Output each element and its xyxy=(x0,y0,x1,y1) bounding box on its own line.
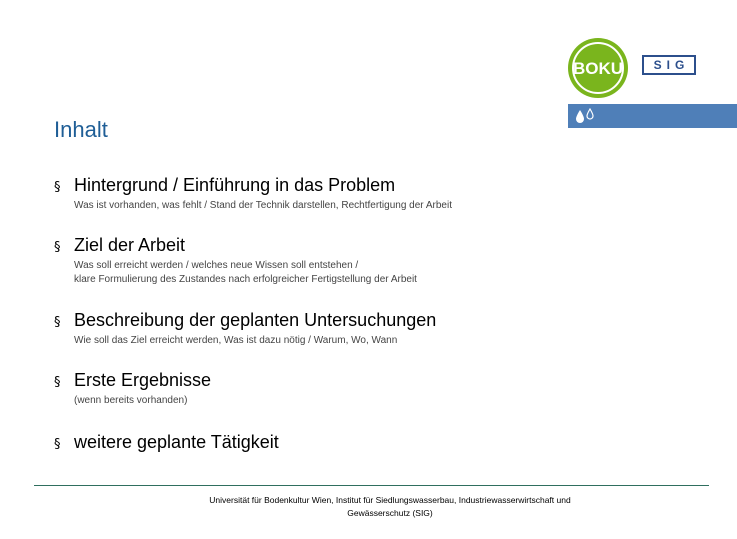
item-description-line: Was soll erreicht werden / welches neue Wissen soll entstehen / xyxy=(74,260,359,271)
boku-logo xyxy=(566,36,630,100)
list-item xyxy=(54,310,436,348)
item-heading: weitere geplante Tätigkeit xyxy=(74,432,279,452)
item-description-line: Was ist vorhanden, was fehlt / Stand der Technik darstellen, Rechtfertigung der Arbeit xyxy=(74,200,452,211)
footer-line: Gewässerschutz (SIG) xyxy=(347,508,433,518)
item-description-line: Wie soll das Ziel erreicht werden, Was ist dazu nötig / Warum, Wo, Wann xyxy=(74,335,398,346)
item-heading: Erste Ergebnisse xyxy=(74,370,212,390)
item-description-line: (wenn bereits vorhanden) xyxy=(74,395,188,406)
list-item xyxy=(54,432,279,453)
list-item xyxy=(54,370,211,408)
bullet-glyph: § xyxy=(54,315,61,330)
list-item xyxy=(54,175,452,213)
water-drops-icon xyxy=(574,108,596,124)
bullet-glyph: § xyxy=(54,240,61,255)
item-heading: Beschreibung der geplanten Untersuchungen xyxy=(74,310,437,330)
item-description xyxy=(74,334,436,348)
footer-line: Universität für Bodenkultur Wien, Institut für Siedlungswasserbau, Industriewasserwirtschaft und xyxy=(209,495,571,505)
page-title: Inhalt xyxy=(54,117,108,142)
footer xyxy=(140,494,640,520)
bullet-glyph: § xyxy=(54,180,61,195)
item-description-line: klare Formulierung des Zustandes nach erfolgreicher Fertigstellung der Arbeit xyxy=(74,274,417,285)
item-description xyxy=(74,199,452,213)
sig-logo-text: SIG xyxy=(653,58,690,72)
item-heading: Ziel der Arbeit xyxy=(74,235,186,255)
list-item xyxy=(54,235,417,287)
item-description xyxy=(74,259,417,287)
item-heading: Hintergrund / Einführung in das Problem xyxy=(74,175,396,195)
sig-logo xyxy=(642,55,696,75)
bullet-glyph: § xyxy=(54,437,61,452)
boku-logo-text: BOKU xyxy=(572,59,624,78)
bullet-glyph: § xyxy=(54,375,61,390)
footer-divider xyxy=(34,485,709,486)
item-description xyxy=(74,394,211,408)
